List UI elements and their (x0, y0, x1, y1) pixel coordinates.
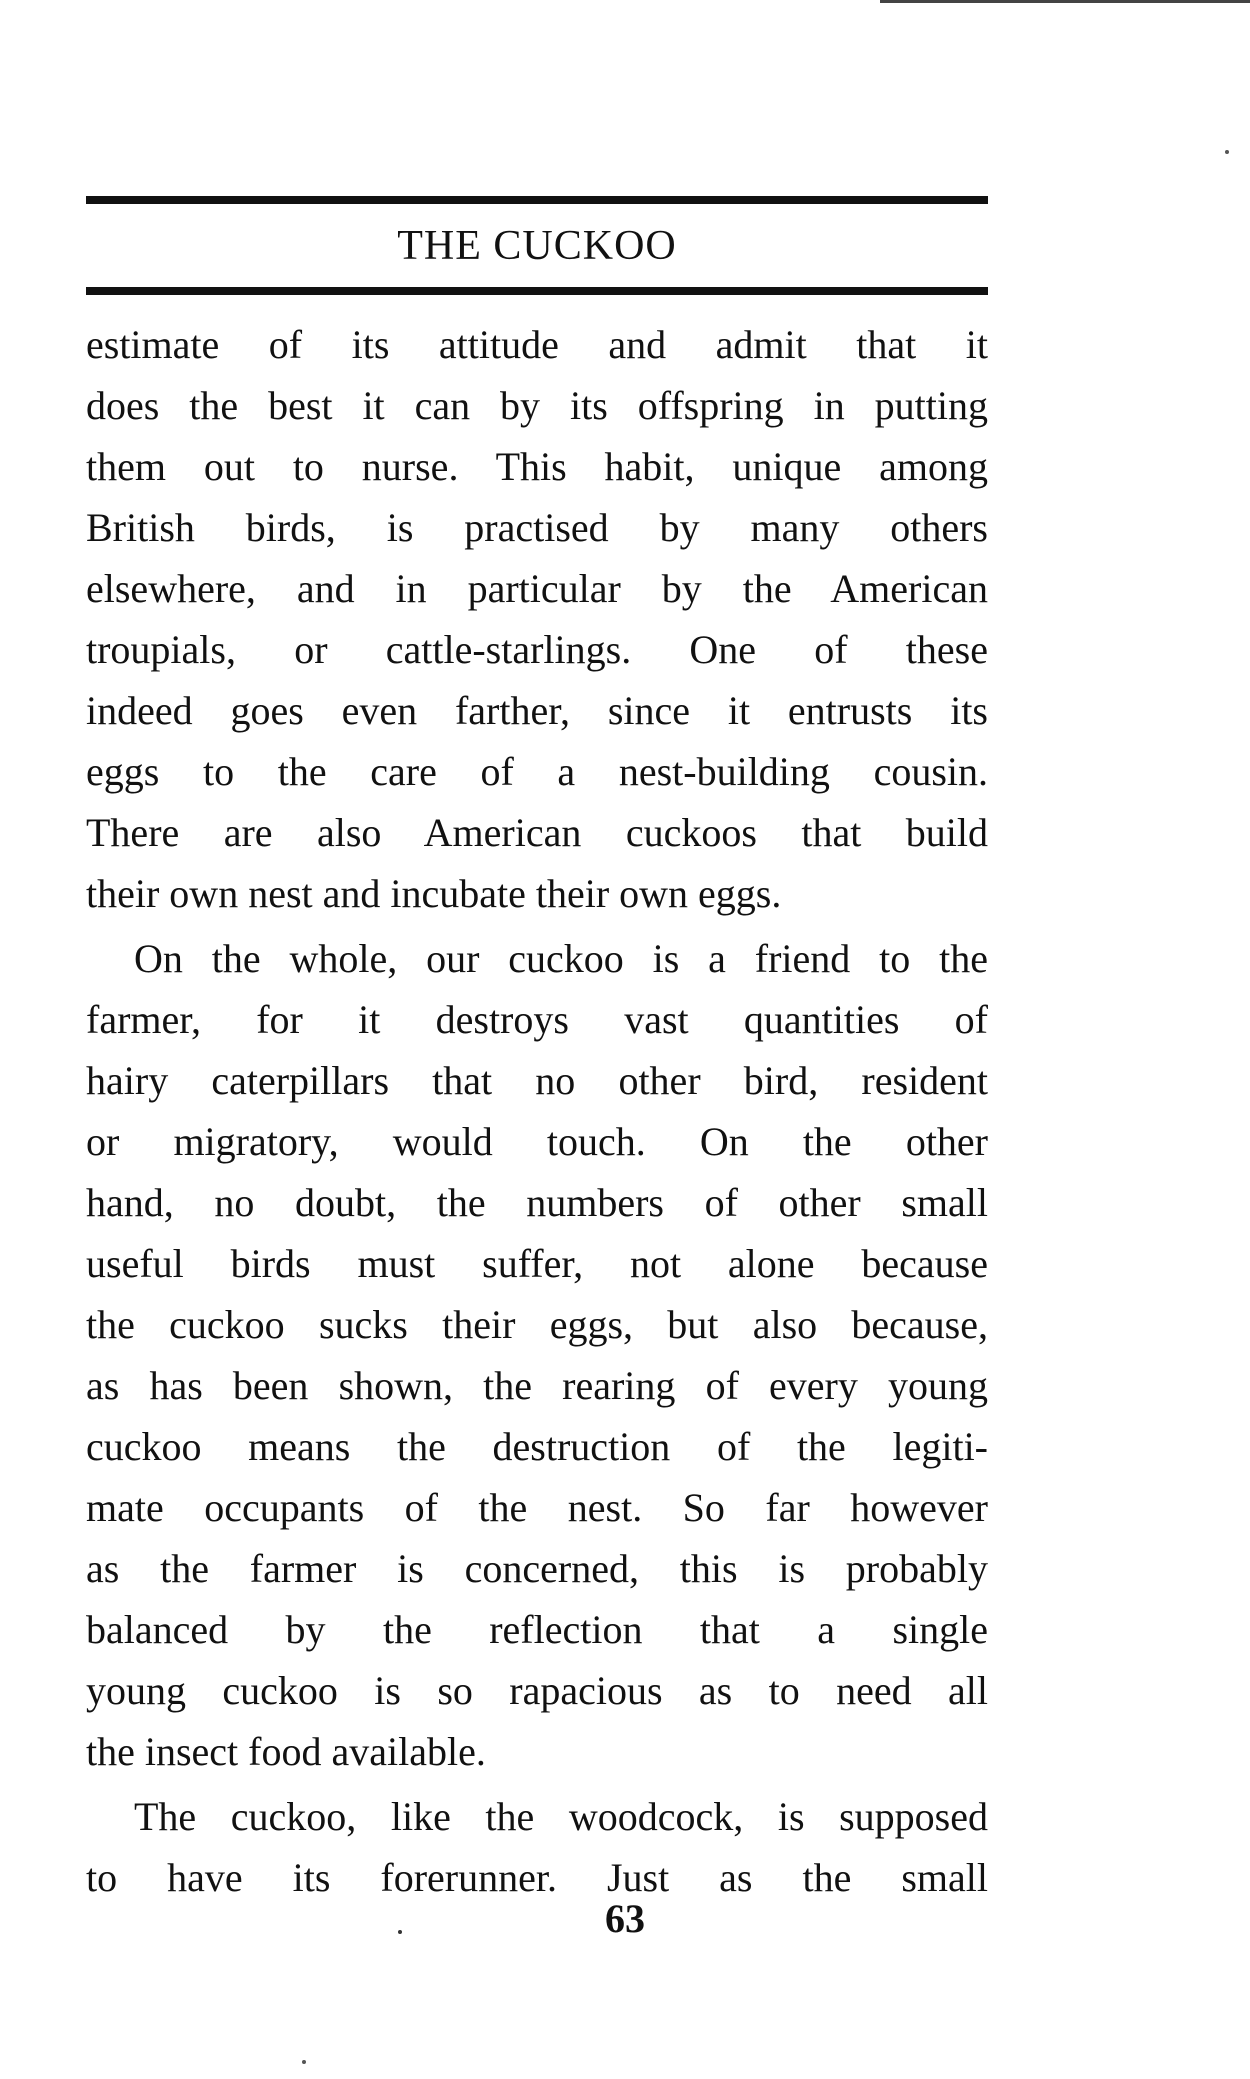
text-line: The cuckoo, like the woodcock, is supposed (134, 1794, 988, 1839)
text-line: as has been shown, the rearing of every young (86, 1363, 988, 1408)
text-line: troupials, or cattle-starlings. One of these (86, 627, 988, 672)
text-line: elsewhere, and in particular by the American (86, 566, 988, 611)
header-rule-top (86, 196, 988, 204)
text-line: eggs to the care of a nest-building cousin. (86, 749, 988, 794)
text-line: farmer, for it destroys vast quantities of (86, 997, 988, 1042)
text-line: their own nest and incubate their own eggs. (86, 871, 782, 916)
text-line: cuckoo means the destruction of the legiti- (86, 1424, 988, 1469)
text-line: indeed goes even farther, since it entrusts its (86, 688, 988, 733)
text-line: estimate of its attitude and admit that it (86, 322, 988, 367)
text-line: hairy caterpillars that no other bird, resident (86, 1058, 988, 1103)
scan-speck (1225, 150, 1229, 154)
text-line: young cuckoo is so rapacious as to need all (86, 1668, 988, 1713)
text-line: British birds, is practised by many others (86, 505, 988, 550)
text-line: hand, no doubt, the numbers of other small (86, 1180, 988, 1225)
scan-edge-rule (880, 0, 1250, 3)
running-head: THE CUCKOO (397, 223, 677, 269)
text-line: to have its forerunner. Just as the small (86, 1855, 988, 1900)
text-line: balanced by the reflection that a single (86, 1607, 988, 1652)
page-number: 63 (605, 1896, 645, 1941)
text-line: mate occupants of the nest. So far however (86, 1485, 988, 1530)
text-line: On the whole, our cuckoo is a friend to the (134, 936, 988, 981)
text-line: as the farmer is concerned, this is probably (86, 1546, 988, 1591)
text-line: them out to nurse. This habit, unique among (86, 444, 988, 489)
text-line: does the best it can by its offspring in putting (86, 383, 988, 428)
text-line: useful birds must suffer, not alone because (86, 1241, 988, 1286)
scan-speck (302, 2060, 306, 2064)
text-line: the insect food available. (86, 1729, 486, 1774)
body-text (86, 314, 988, 1908)
scan-speck (398, 1930, 402, 1934)
text-line: or migratory, would touch. On the other (86, 1119, 988, 1164)
text-line: the cuckoo sucks their eggs, but also because, (86, 1302, 988, 1347)
header-rule-bottom (86, 287, 988, 295)
text-line: There are also American cuckoos that build (86, 810, 988, 855)
